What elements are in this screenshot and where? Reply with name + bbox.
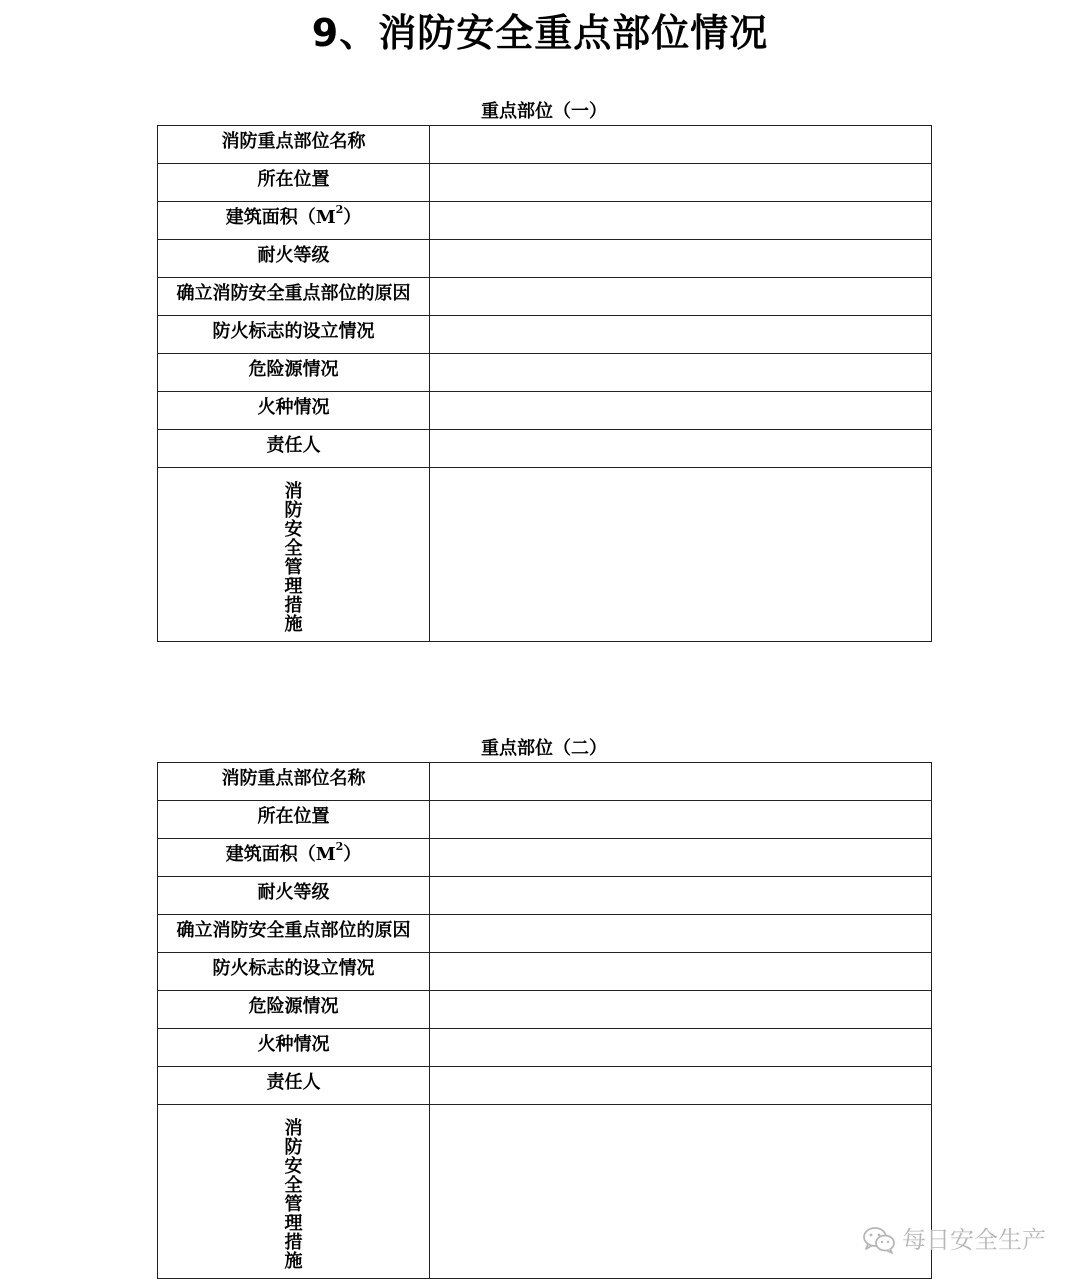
table-row xyxy=(158,392,932,430)
row-label-reason: 确立消防安全重点部位的原因 xyxy=(158,278,430,316)
reason-field[interactable] xyxy=(430,278,932,316)
section-2-table xyxy=(157,762,932,1279)
management-measures-label: 消防安全管理措施 xyxy=(284,1118,303,1272)
building-area-label: 建筑面积（M xyxy=(225,207,336,228)
table-row xyxy=(158,839,932,877)
table-row xyxy=(158,763,932,801)
wechat-icon xyxy=(862,1226,896,1254)
row-label-part-name: 消防重点部位名称 xyxy=(158,126,430,164)
row-label-reason: 确立消防安全重点部位的原因 xyxy=(158,915,430,953)
section-1-table xyxy=(157,125,932,642)
building-area-field[interactable] xyxy=(430,202,932,240)
watermark xyxy=(862,1222,1046,1258)
table-row xyxy=(158,953,932,991)
responsible-person-field[interactable] xyxy=(430,1067,932,1105)
page-title: 9、消防安全重点部位情况 xyxy=(311,11,769,55)
table-row xyxy=(158,801,932,839)
table-row xyxy=(158,126,932,164)
table-row xyxy=(158,468,932,642)
row-label-part-name: 消防重点部位名称 xyxy=(158,763,430,801)
table-row xyxy=(158,991,932,1029)
fire-rating-field[interactable] xyxy=(430,877,932,915)
hazard-source-field[interactable] xyxy=(430,354,932,392)
table-row xyxy=(158,1067,932,1105)
watermark-text: 每日安全生产 xyxy=(902,1226,1046,1254)
table-row xyxy=(158,1029,932,1067)
row-label-management-measures xyxy=(158,1105,430,1279)
area-unit-superscript: 2 xyxy=(335,840,344,853)
row-label-ignition-source: 火种情况 xyxy=(158,392,430,430)
row-label-building-area xyxy=(158,202,430,240)
management-measures-field[interactable] xyxy=(430,1105,932,1279)
table-row xyxy=(158,354,932,392)
row-label-fire-rating: 耐火等级 xyxy=(158,877,430,915)
row-label-building-area xyxy=(158,839,430,877)
management-measures-label: 消防安全管理措施 xyxy=(284,481,303,635)
building-area-label-suffix: ） xyxy=(343,207,362,228)
row-label-ignition-source: 火种情况 xyxy=(158,1029,430,1067)
fire-rating-field[interactable] xyxy=(430,240,932,278)
area-unit-superscript: 2 xyxy=(335,203,344,216)
fire-signs-field[interactable] xyxy=(430,316,932,354)
table-row xyxy=(158,877,932,915)
row-label-fire-signs: 防火标志的设立情况 xyxy=(158,316,430,354)
table-row xyxy=(158,164,932,202)
table-row xyxy=(158,430,932,468)
row-label-location: 所在位置 xyxy=(158,164,430,202)
section-1-caption: 重点部位（一） xyxy=(481,101,607,122)
section-2-caption: 重点部位（二） xyxy=(481,738,607,759)
row-label-responsible-person: 责任人 xyxy=(158,430,430,468)
table-row xyxy=(158,316,932,354)
part-name-field[interactable] xyxy=(430,126,932,164)
table-row xyxy=(158,915,932,953)
location-field[interactable] xyxy=(430,801,932,839)
table-row xyxy=(158,278,932,316)
ignition-source-field[interactable] xyxy=(430,1029,932,1067)
row-label-hazard-source: 危险源情况 xyxy=(158,354,430,392)
row-label-management-measures xyxy=(158,468,430,642)
row-label-hazard-source: 危险源情况 xyxy=(158,991,430,1029)
row-label-location: 所在位置 xyxy=(158,801,430,839)
row-label-responsible-person: 责任人 xyxy=(158,1067,430,1105)
building-area-field[interactable] xyxy=(430,839,932,877)
table-row xyxy=(158,1105,932,1279)
building-area-label-suffix: ） xyxy=(343,844,362,865)
part-name-field[interactable] xyxy=(430,763,932,801)
reason-field[interactable] xyxy=(430,915,932,953)
row-label-fire-rating: 耐火等级 xyxy=(158,240,430,278)
row-label-fire-signs: 防火标志的设立情况 xyxy=(158,953,430,991)
hazard-source-field[interactable] xyxy=(430,991,932,1029)
fire-signs-field[interactable] xyxy=(430,953,932,991)
table-row xyxy=(158,202,932,240)
management-measures-field[interactable] xyxy=(430,468,932,642)
responsible-person-field[interactable] xyxy=(430,430,932,468)
ignition-source-field[interactable] xyxy=(430,392,932,430)
table-row xyxy=(158,240,932,278)
location-field[interactable] xyxy=(430,164,932,202)
building-area-label: 建筑面积（M xyxy=(225,844,336,865)
